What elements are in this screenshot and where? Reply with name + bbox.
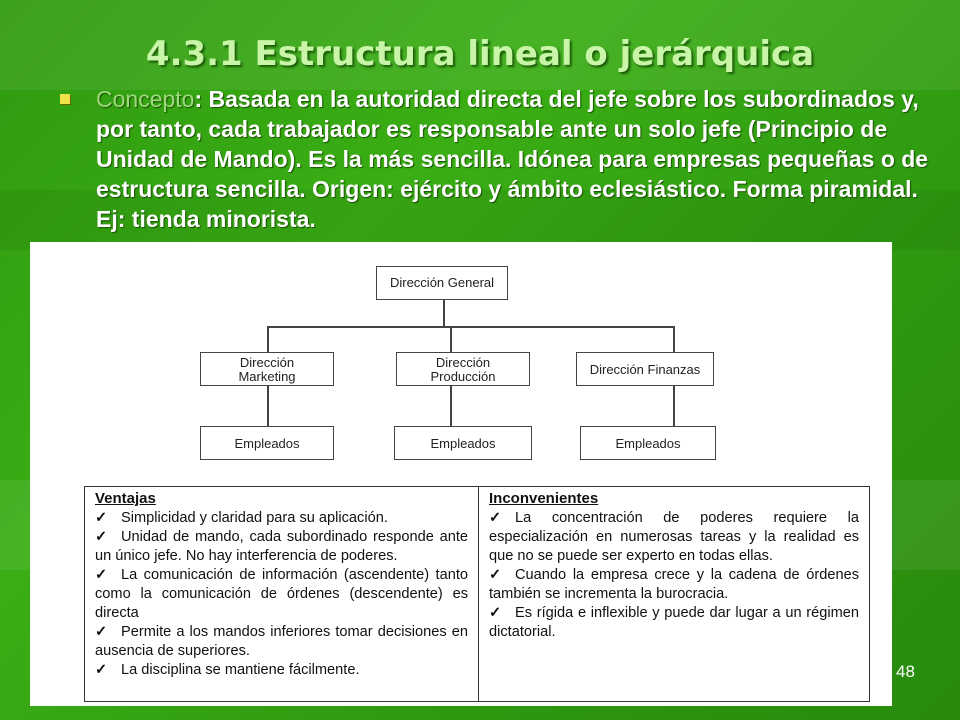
list-item: [489, 604, 859, 642]
list-item-text: La concentración de poderes requiere la especialización en numerosas tareas y la realidad es que no se puede ser experto en todas ellas.: [489, 510, 859, 564]
connector-line: [673, 386, 675, 426]
checkmark-icon: ✓: [95, 567, 108, 583]
connector-line: [267, 326, 269, 352]
disadvantages-column: [479, 487, 869, 701]
concept-text: : Basada en la autoridad directa del jefe sobre los subordinados y, por tanto, cada trabajador es responsable ante un solo jefe (Principio de Unidad de Mando). Es la más sencilla. Idónea para empresas pequeñas o de estructura sencilla. Origen: ejército y ámbito eclesiástico. Forma piramidal. Ej: tienda minorista.: [96, 86, 929, 232]
connector-line: [267, 326, 673, 328]
checkmark-icon: ✓: [95, 662, 108, 678]
list-item-text: La disciplina se mantiene fácilmente.: [121, 662, 360, 678]
list-item: [95, 509, 468, 528]
checkmark-icon: ✓: [95, 624, 108, 640]
org-chart-panel: [30, 242, 892, 706]
connector-line: [443, 298, 445, 326]
org-box-label: Dirección: [435, 355, 491, 370]
org-box-finanzas: [576, 352, 714, 386]
connector-line: [450, 326, 452, 352]
list-item: [95, 528, 468, 566]
advantages-header: Ventajas: [95, 490, 156, 507]
checkmark-icon: ✓: [489, 567, 502, 583]
concept-label: Concepto: [96, 86, 195, 112]
org-box-top: Dirección General: [376, 266, 508, 300]
list-item: [95, 623, 468, 661]
org-box-employees: Empleados: [394, 426, 532, 460]
list-item-text: La comunicación de información (ascendente) tanto como la comunicación de órdenes (descendente) es directa: [95, 567, 468, 621]
org-box-label: Dirección Finanzas: [589, 362, 701, 377]
bullet-square-icon: [60, 94, 70, 104]
org-box-employees: Empleados: [580, 426, 716, 460]
list-item-text: Permite a los mandos inferiores tomar decisiones en ausencia de superiores.: [95, 624, 468, 659]
list-item-text: Es rígida e inflexible y puede dar lugar a un régimen dictatorial.: [489, 605, 859, 640]
concept-bullet: [60, 84, 940, 234]
checkmark-icon: ✓: [95, 510, 108, 526]
list-item: [95, 661, 468, 680]
org-box-label: Producción: [430, 369, 496, 384]
disadvantages-list: [489, 509, 859, 642]
concept-paragraph: [96, 84, 940, 234]
checkmark-icon: ✓: [95, 529, 108, 545]
advantages-column: [85, 487, 479, 701]
connector-line: [673, 326, 675, 352]
list-item: [489, 566, 859, 604]
page-number: 48: [896, 662, 915, 681]
list-item-text: Unidad de mando, cada subordinado responde ante un único jefe. No hay interferencia de poderes.: [95, 529, 468, 564]
disadvantages-header: Inconvenientes: [489, 490, 599, 507]
list-item-text: Simplicidad y claridad para su aplicación.: [121, 510, 388, 526]
org-box-employees: Empleados: [200, 426, 334, 460]
list-item: [95, 566, 468, 623]
checkmark-icon: ✓: [489, 605, 502, 621]
list-item-text: Cuando la empresa crece y la cadena de órdenes también se incrementa la burocracia.: [489, 567, 859, 602]
slide-title: 4.3.1 Estructura lineal o jerárquica: [145, 34, 815, 74]
connector-line: [267, 386, 269, 426]
org-box-label: Marketing: [238, 369, 296, 384]
connector-line: [450, 386, 452, 426]
org-box-marketing: [200, 352, 334, 386]
list-item: [489, 509, 859, 566]
org-box-produccion: [396, 352, 530, 386]
checkmark-icon: ✓: [489, 510, 502, 526]
org-box-label: Dirección: [239, 355, 295, 370]
advantages-list: [95, 509, 468, 680]
pros-cons-table: [84, 486, 870, 702]
